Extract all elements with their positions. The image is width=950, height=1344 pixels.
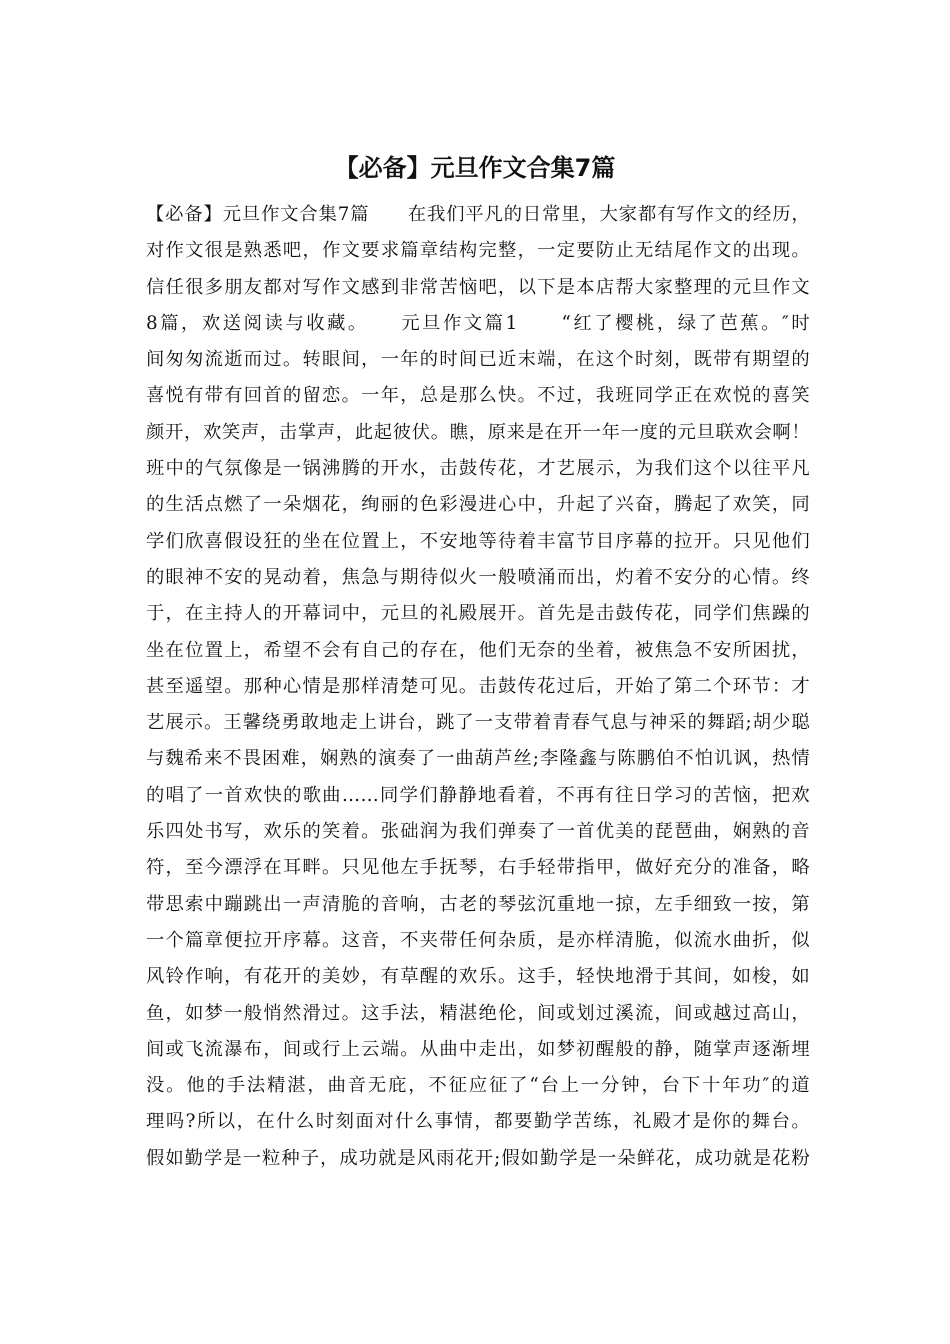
- text-line: 间或飞流瀑布，间或行上云端。从曲中走出，如梦初醒般的静，随掌声逐渐埋: [146, 1038, 810, 1060]
- text-line: 鱼，如梦一般悄然滑过。这手法，精湛绝伦，间或划过溪流，间或越过高山，: [146, 1002, 810, 1024]
- text-line: 风铃作响，有花开的美妙，有草醒的欢乐。这手，轻快地滑于其间，如梭，如: [146, 966, 810, 988]
- text-line: 坐在位置上，希望不会有自己的存在，他们无奈的坐着，被焦急不安所困扰，: [146, 639, 810, 661]
- text-line: 符，至今漂浮在耳畔。只见他左手抚琴，右手轻带指甲，做好充分的准备，略: [146, 857, 810, 879]
- text-line: 的眼神不安的晃动着，焦急与期待似火一般喷涌而出，灼着不安分的心情。终: [146, 566, 810, 588]
- text-line: 甚至遥望。那种心情是那样清楚可见。击鼓传花过后，开始了第二个环节：才: [146, 675, 810, 697]
- text-line: 于，在主持人的开幕词中，元旦的礼殿展开。首先是击鼓传花，同学们焦躁的: [146, 603, 810, 625]
- text-line: 的生活点燃了一朵烟花，绚丽的色彩漫进心中，升起了兴奋，腾起了欢笑，同: [146, 494, 810, 516]
- document-title: 【必备】元旦作文合集7篇: [334, 154, 616, 182]
- text-line: 颜开，欢笑声，击掌声，此起彼伏。瞧，原来是在开一年一度的元旦联欢会啊！: [146, 421, 810, 443]
- text-line: 对作文很是熟悉吧，作文要求篇章结构完整，一定要防止无结尾作文的出现。: [146, 240, 810, 262]
- document-body: [146, 197, 810, 1177]
- text-line: 理吗?所以，在什么时刻面对什么事情，都要勤学苦练，礼殿才是你的舞台。: [146, 1111, 810, 1133]
- text-line: 带思索中蹦跳出一声清脆的音响，古老的琴弦沉重地一掠，左手细致一按，第: [146, 893, 810, 915]
- text-line: 艺展示。王馨绕勇敢地走上讲台，跳了一支带着青春气息与神采的舞蹈;胡少聪: [146, 712, 810, 734]
- text-line: 8篇，欢送阅读与收藏。 元旦作文篇1 “红了樱桃，绿了芭蕉。″时: [146, 312, 810, 334]
- text-line: 学们欣喜假设狂的坐在位置上，不安地等待着丰富节目序幕的拉开。只见他们: [146, 530, 810, 552]
- text-line: 班中的气氛像是一锅沸腾的开水，击鼓传花，才艺展示，为我们这个以往平凡: [146, 458, 810, 480]
- text-line: 一个篇章便拉开序幕。这音，不夹带任何杂质，是亦样清脆，似流水曲折，似: [146, 929, 810, 951]
- text-line: 间匆匆流逝而过。转眼间，一年的时间已近末端，在这个时刻，既带有期望的: [146, 349, 810, 371]
- text-line: 乐四处书写，欢乐的笑着。张础润为我们弹奏了一首优美的琵琶曲，娴熟的音: [146, 821, 810, 843]
- text-line: 信任很多朋友都对写作文感到非常苦恼吧，以下是本店帮大家整理的元旦作文: [146, 276, 810, 298]
- text-line: 没。他的手法精湛，曲音无庇，不征应征了“台上一分钟，台下十年功″的道: [146, 1075, 810, 1097]
- text-line: 喜悦有带有回首的留恋。一年，总是那么快。不过，我班同学正在欢悦的喜笑: [146, 385, 810, 407]
- text-line: 与魏希来不畏困难，娴熟的演奏了一曲葫芦丝;李隆鑫与陈鹏伯不怕讥讽，热情: [146, 748, 810, 770]
- text-line: 假如勤学是一粒种子，成功就是风雨花开;假如勤学是一朵鲜花，成功就是花粉: [146, 1147, 810, 1169]
- text-line: 的唱了一首欢快的歌曲……同学们静静地看着，不再有往日学习的苦恼，把欢: [146, 784, 810, 806]
- text-line: 【必备】元旦作文合集7篇 在我们平凡的日常里，大家都有写作文的经历，: [146, 204, 810, 225]
